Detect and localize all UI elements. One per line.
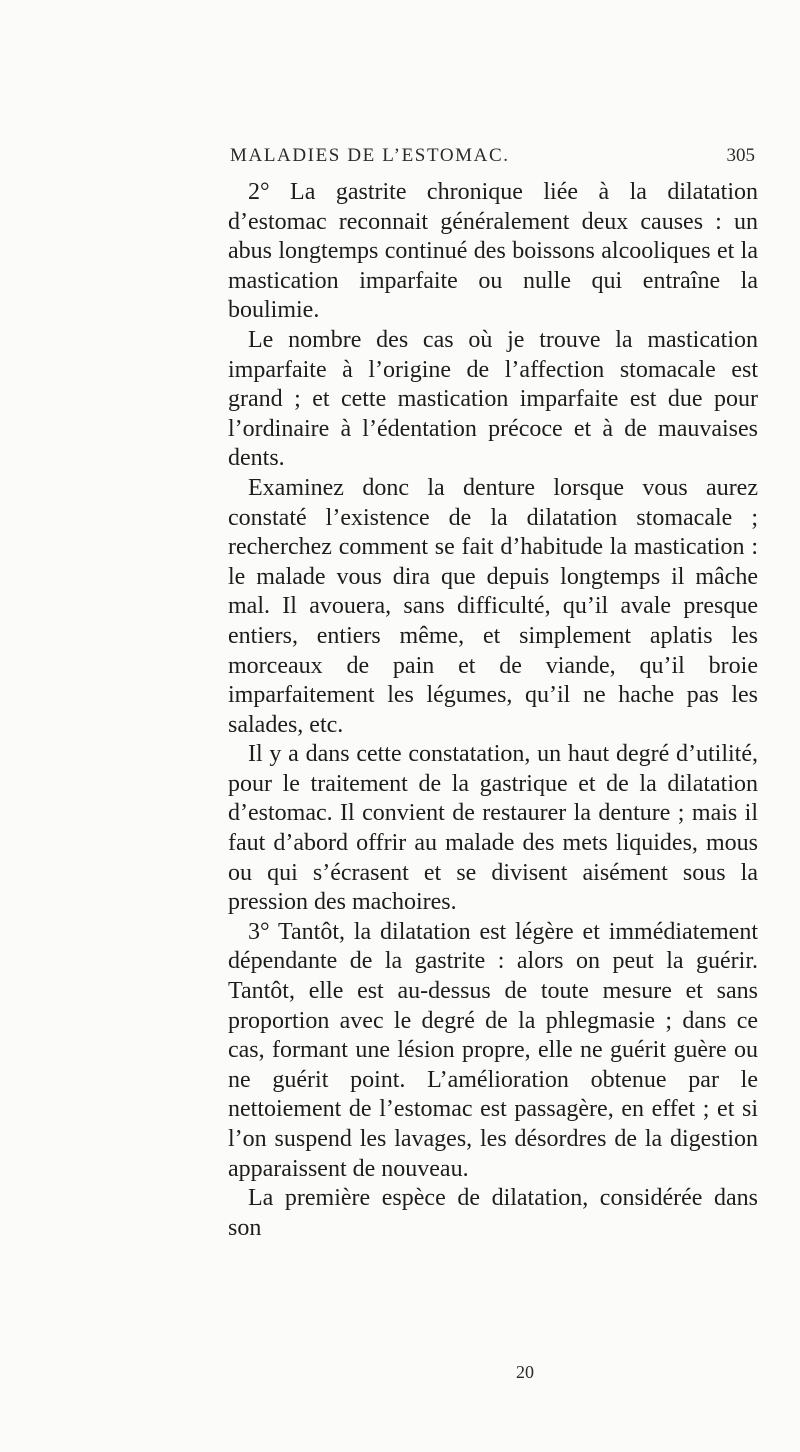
body-text <box>228 178 758 1243</box>
running-title: MALADIES DE L’ESTOMAC. <box>230 145 510 166</box>
paragraph-gastritis-causes: 2° La gastrite chronique liée à la dilatation d’estomac reconnait généralement deux causes : un abus longtemps continué des boissons alcooliques et la mastication imparfaite ou nulle qui entraîne la boulimie. <box>228 179 758 324</box>
paragraph-dilatation-types: 3° Tantôt, la dilatation est légère et immédiatement dépendante de la gastrite : alors on peut la guérir. Tantôt, elle est au-dessus de toute mesure et sans proportion avec le degré de la phlegmasie ; dans ce cas, formant une lésion propre, elle ne guérit guère ou ne guérit point. L’amélioration obtenue par le nettoiement de l’estomac est passagère, en effet ; et si l’on suspend les lavages, les désordres de la digestion apparaissent de nouveau. <box>228 918 758 1182</box>
running-head <box>200 145 755 169</box>
paragraph-examine-teeth: Examinez donc la denture lorsque vous aurez constaté l’existence de la dilatation stomacale ; recherchez comment se fait d’habitude la mastication : le malade vous dira que depuis longtemps il mâche mal. Il avouera, sans difficulté, qu’il avale presque entiers, entiers même, et simplement aplatis les morceaux de pain et de viande, qu’il broie imparfaitement les légumes, qu’il ne hache pas les salades, etc. <box>228 474 758 738</box>
paragraph-first-species: La première espèce de dilatation, considérée dans son <box>228 1185 758 1241</box>
paragraph-mastication-cases: Le nombre des cas où je trouve la mastication imparfaite à l’origine de l’affection stomacale est grand ; et cette mastication imparfaite est due pour l’ordinaire à l’édentation précoce et à de mauvaises dents. <box>228 326 758 472</box>
paragraph-utility: Il y a dans cette constatation, un haut degré d’utilité, pour le traitement de la gastrique et de la dilatation d’estomac. Il convient de restaurer la denture ; mais il faut d’abord offrir au malade des mets liquides, mous ou qui s’écrasent et se divisent aisément sous la pression des machoires. <box>228 741 758 916</box>
signature-mark: 20 <box>516 1362 534 1382</box>
page-number: 305 <box>726 145 755 166</box>
